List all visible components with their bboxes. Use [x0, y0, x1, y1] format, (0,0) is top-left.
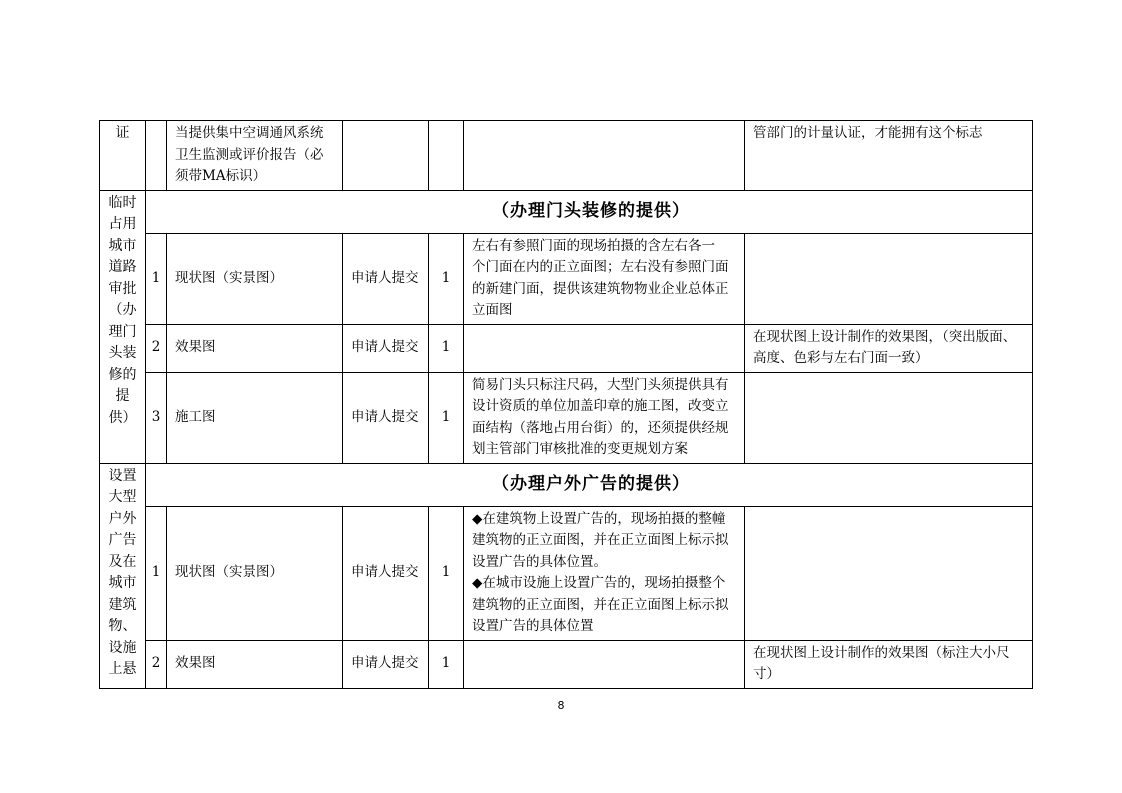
requirement-cell [464, 121, 745, 191]
number-cell: 1 [146, 506, 167, 640]
source-cell: 申请人提交 [343, 233, 429, 324]
number-cell: 1 [146, 233, 167, 324]
category-cell: 设置 大型 户外 广告 及在 城市 建筑 物、 设施 上悬 [100, 463, 146, 688]
remark-cell [745, 506, 1033, 640]
quantity-cell [429, 121, 464, 191]
table-row [100, 640, 1033, 688]
page-number: 8 [557, 699, 565, 712]
table-row [100, 233, 1033, 324]
section-title: （办理门头装修的提供） [146, 190, 1033, 233]
quantity-cell: 1 [429, 640, 464, 688]
source-cell: 申请人提交 [343, 372, 429, 463]
source-cell [343, 121, 429, 191]
category-cell: 临时 占用 城市 道路 审批 （办 理门 头装 修的 提 供） [100, 190, 146, 463]
source-cell: 申请人提交 [343, 324, 429, 372]
item-cell: 现状图（实景图） [167, 506, 343, 640]
remark-cell: 在现状图上设计制作的效果图，（突出版面、 高度、色彩与左右门面一致） [745, 324, 1033, 372]
requirement-cell: 左右有参照门面的现场拍摄的含左右各一 个门面在内的正立面图；左右没有参照门面 的新建门面，提供该建筑物物业企业总体正 立面图 [464, 233, 745, 324]
item-cell: 施工图 [167, 372, 343, 463]
remark-cell: 管部门的计量认证，才能拥有这个标志 [745, 121, 1033, 191]
remark-cell: 在现状图上设计制作的效果图（标注大小尺 寸） [745, 640, 1033, 688]
number-cell: 2 [146, 324, 167, 372]
remark-cell [745, 372, 1033, 463]
requirement-cell [464, 640, 745, 688]
quantity-cell: 1 [429, 506, 464, 640]
item-cell: 现状图（实景图） [167, 233, 343, 324]
item-cell: 效果图 [167, 324, 343, 372]
source-cell: 申请人提交 [343, 506, 429, 640]
requirements-table [99, 120, 1033, 689]
number-cell: 2 [146, 640, 167, 688]
table-row [100, 506, 1033, 640]
category-cell: 证 [100, 121, 146, 191]
number-cell [146, 121, 167, 191]
requirement-cell: ◆在建筑物上设置广告的，现场拍摄的整幢 建筑物的正立面图，并在正立面图上标示拟 设置广告的具体位置。 ◆在城市设施上设置广告的，现场拍摄整个 建筑物的正立面图，并在正立面图上标示拟 设置广告的具体位置 [464, 506, 745, 640]
table-row [100, 372, 1033, 463]
item-cell: 当提供集中空调通风系统 卫生监测或评价报告（必 须带MA标识） [167, 121, 343, 191]
quantity-cell: 1 [429, 233, 464, 324]
requirement-cell: 简易门头只标注尺码，大型门头须提供具有 设计资质的单位加盖印章的施工图，改变立 面结构（落地占用台街）的，还须提供经规 划主管部门审核批准的变更规划方案 [464, 372, 745, 463]
section-header-row [100, 190, 1033, 233]
source-cell: 申请人提交 [343, 640, 429, 688]
table-row [100, 121, 1033, 191]
quantity-cell: 1 [429, 324, 464, 372]
number-cell: 3 [146, 372, 167, 463]
table-row [100, 324, 1033, 372]
section-header-row [100, 463, 1033, 506]
section-title: （办理户外广告的提供） [146, 463, 1033, 506]
item-cell: 效果图 [167, 640, 343, 688]
quantity-cell: 1 [429, 372, 464, 463]
remark-cell [745, 233, 1033, 324]
requirement-cell [464, 324, 745, 372]
